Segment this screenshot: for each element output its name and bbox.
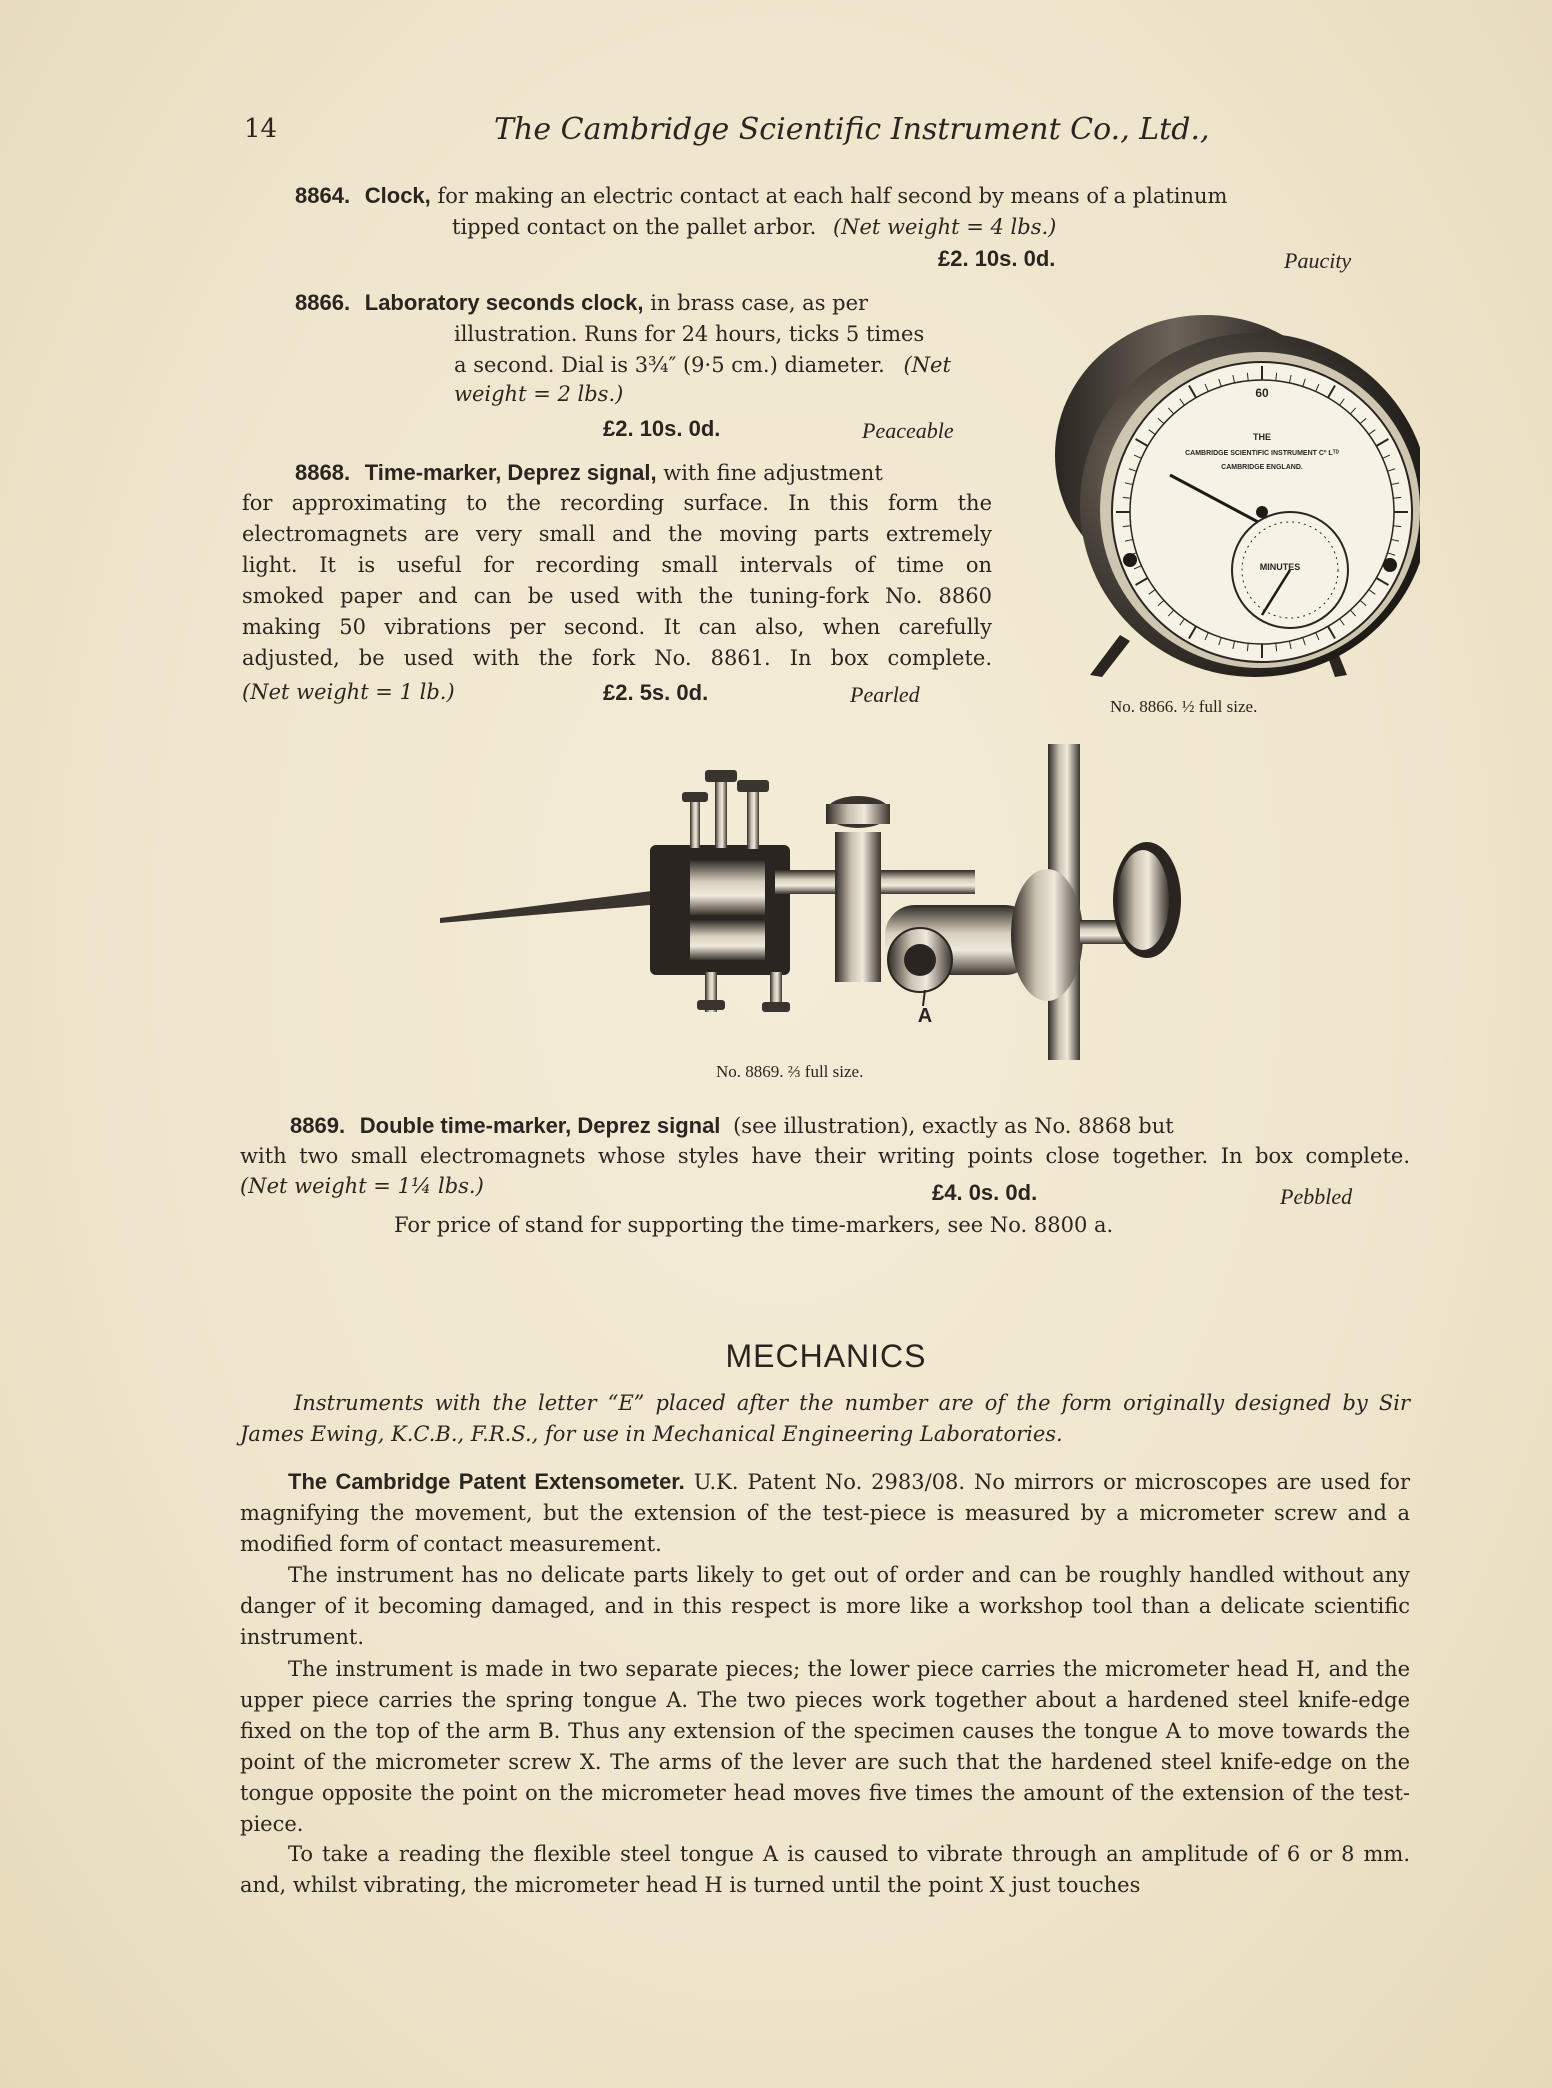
paragraph-lead: The Cambridge Patent Extensometer.	[288, 1469, 685, 1494]
item-name: Clock,	[364, 183, 431, 208]
paragraph-text: U.K. Patent No. 2983/08. No mirrors or microscopes are used for magnifying the movement, but the extension of the test-piece is measured by a micrometer screw and a modified form of contact measurement.	[240, 1470, 1410, 1556]
clock-maker-text: CAMBRIDGE SCIENTIFIC INSTRUMENT Cº Lᵀᴰ	[1185, 450, 1339, 457]
adjusting-screw	[747, 785, 759, 849]
adjusting-screw	[715, 778, 727, 848]
telegraphic-code: Pebbled	[1280, 1184, 1353, 1209]
running-title: The Cambridge Scientific Instrument Co., Ltd.,	[494, 112, 1210, 147]
item-price: £4. 0s. 0d.	[932, 1180, 1038, 1205]
body-line: making 50 vibrations per second. It can also, when carefully	[242, 615, 992, 639]
item-number: 8864.	[295, 183, 351, 208]
clock-subdial-label: MINUTES	[1259, 562, 1301, 572]
pillar-knob-rim	[826, 804, 890, 824]
clock-maker-text: THE	[1253, 432, 1271, 442]
writing-style	[440, 888, 685, 923]
telegraphic-code: Pearled	[850, 682, 920, 707]
item-number: 8869.	[290, 1113, 346, 1138]
section-heading: MECHANICS	[725, 1338, 927, 1374]
clock-numeral-60: 60	[1255, 386, 1269, 400]
item-number: 8868.	[295, 460, 351, 485]
marker-label-a: A	[917, 1005, 933, 1027]
body-line: light. It is useful for recording small intervals of time on	[242, 553, 992, 577]
item-weight: weight = 2 lbs.)	[454, 382, 624, 406]
rod-collar	[1011, 869, 1083, 1001]
item-price: £2. 5s. 0d.	[603, 680, 709, 705]
item-description: with two small electromagnets whose styles have their writing points close together. In box complete.	[240, 1144, 1410, 1168]
item-8868-body	[242, 488, 992, 674]
extensometer-paragraph	[240, 1466, 1410, 1560]
item-8868	[295, 457, 883, 489]
pillar	[835, 832, 881, 982]
item-8864	[295, 180, 1413, 212]
electromagnet-coil	[690, 860, 765, 915]
adjusting-screw	[690, 800, 700, 848]
item-8864-line2	[452, 212, 1056, 243]
adjusting-screw-head	[705, 770, 737, 782]
electromagnet-coil	[690, 920, 765, 960]
item-name: Laboratory seconds clock,	[364, 290, 644, 315]
item-description: with fine adjustment	[663, 461, 883, 485]
clock-leg-left	[1090, 635, 1130, 677]
item-description: for making an electric contact at each half second by means of a platinum	[437, 184, 1228, 208]
body-line: for approximating to the recording surface. In this form the	[242, 491, 992, 515]
item-name: Time-marker, Deprez signal,	[364, 460, 657, 485]
body-line: smoked paper and can be used with the tuning-fork No. 8860	[242, 584, 992, 608]
item-weight: (Net weight = 1¼ lbs.)	[240, 1174, 484, 1198]
item-8869	[290, 1110, 1174, 1142]
telegraphic-code: Peaceable	[862, 418, 954, 443]
clock-caption: No. 8866. ½ full size.	[1110, 697, 1258, 716]
item-description: a second. Dial is 3¾″ (9·5 cm.) diameter.	[454, 353, 885, 377]
item-description: illustration. Runs for 24 hours, ticks 5 times	[454, 322, 925, 346]
paragraph: The instrument has no delicate parts likely to get out of order and can be roughly handled without any danger of it becoming damaged, and in this respect is more like a workshop tool than a delicate scientific instrument.	[240, 1563, 1410, 1649]
item-description: tipped contact on the pallet arbor.	[452, 215, 817, 239]
item-description: (see illustration), exactly as No. 8868 but	[733, 1114, 1174, 1138]
item-8866	[295, 287, 868, 319]
clamp-socket-bore	[904, 944, 936, 976]
section-intro: Instruments with the letter “E” placed after the number are of the form originally designed by Sir James Ewing, K.C.B., F.R.S., for use in Mechanical Engineering Laboratories.	[240, 1391, 1410, 1446]
double-time-marker-illustration	[435, 740, 1215, 1065]
item-price: £2. 10s. 0d.	[938, 246, 1056, 271]
telegraphic-code: Paucity	[1284, 248, 1352, 273]
item-description: in brass case, as per	[650, 291, 869, 315]
adjusting-screw-head	[682, 792, 708, 802]
laboratory-clock-illustration	[1030, 305, 1420, 685]
paragraph: To take a reading the flexible steel tongue A is caused to vibrate through an amplitude of 6 or 8 mm. and, whilst vibrating, the micrometer head H is turned until the point X just touches	[240, 1842, 1410, 1897]
item-8866-line3	[454, 350, 951, 381]
clock-winding-hole	[1123, 553, 1137, 567]
clock-maker-text: CAMBRIDGE ENGLAND.	[1221, 464, 1303, 471]
body-line: adjusted, be used with the fork No. 8861. In box complete.	[242, 646, 992, 670]
item-weight: (Net weight = 1 lb.)	[242, 680, 455, 704]
item-name: Double time-marker, Deprez signal	[359, 1113, 721, 1138]
stand-note: For price of stand for supporting the time-markers, see No. 8800 a.	[394, 1213, 1114, 1237]
adjusting-screw-head	[737, 780, 769, 792]
item-price: £2. 10s. 0d.	[603, 416, 721, 441]
paragraph: The instrument is made in two separate pieces; the lower piece carries the micrometer head H, and the upper piece carries the spring tongue A. The two pieces work together about a hardened steel knife-edge fixed on the top of the arm B. Thus any extension of the specimen causes the tongue A to move towards the point of the micrometer screw X. The arms of the lever are such that the hardened steel knife-edge on the tongue opposite the point on the micrometer head moves five times the amount of the extension of the test-piece.	[240, 1657, 1410, 1836]
knurled-thumb-screw-face	[1117, 850, 1169, 950]
marker-caption: No. 8869. ⅔ full size.	[716, 1062, 864, 1081]
terminal-screw-head	[697, 1000, 725, 1010]
item-weight: (Net weight = 4 lbs.)	[832, 215, 1057, 239]
terminal-screw-head	[762, 1002, 790, 1012]
item-number: 8866.	[295, 290, 351, 315]
body-line: electromagnets are very small and the moving parts extremely	[242, 522, 992, 546]
clock-winding-hole	[1383, 558, 1397, 572]
page-number: 14	[244, 114, 278, 144]
item-weight: (Net	[903, 353, 951, 377]
